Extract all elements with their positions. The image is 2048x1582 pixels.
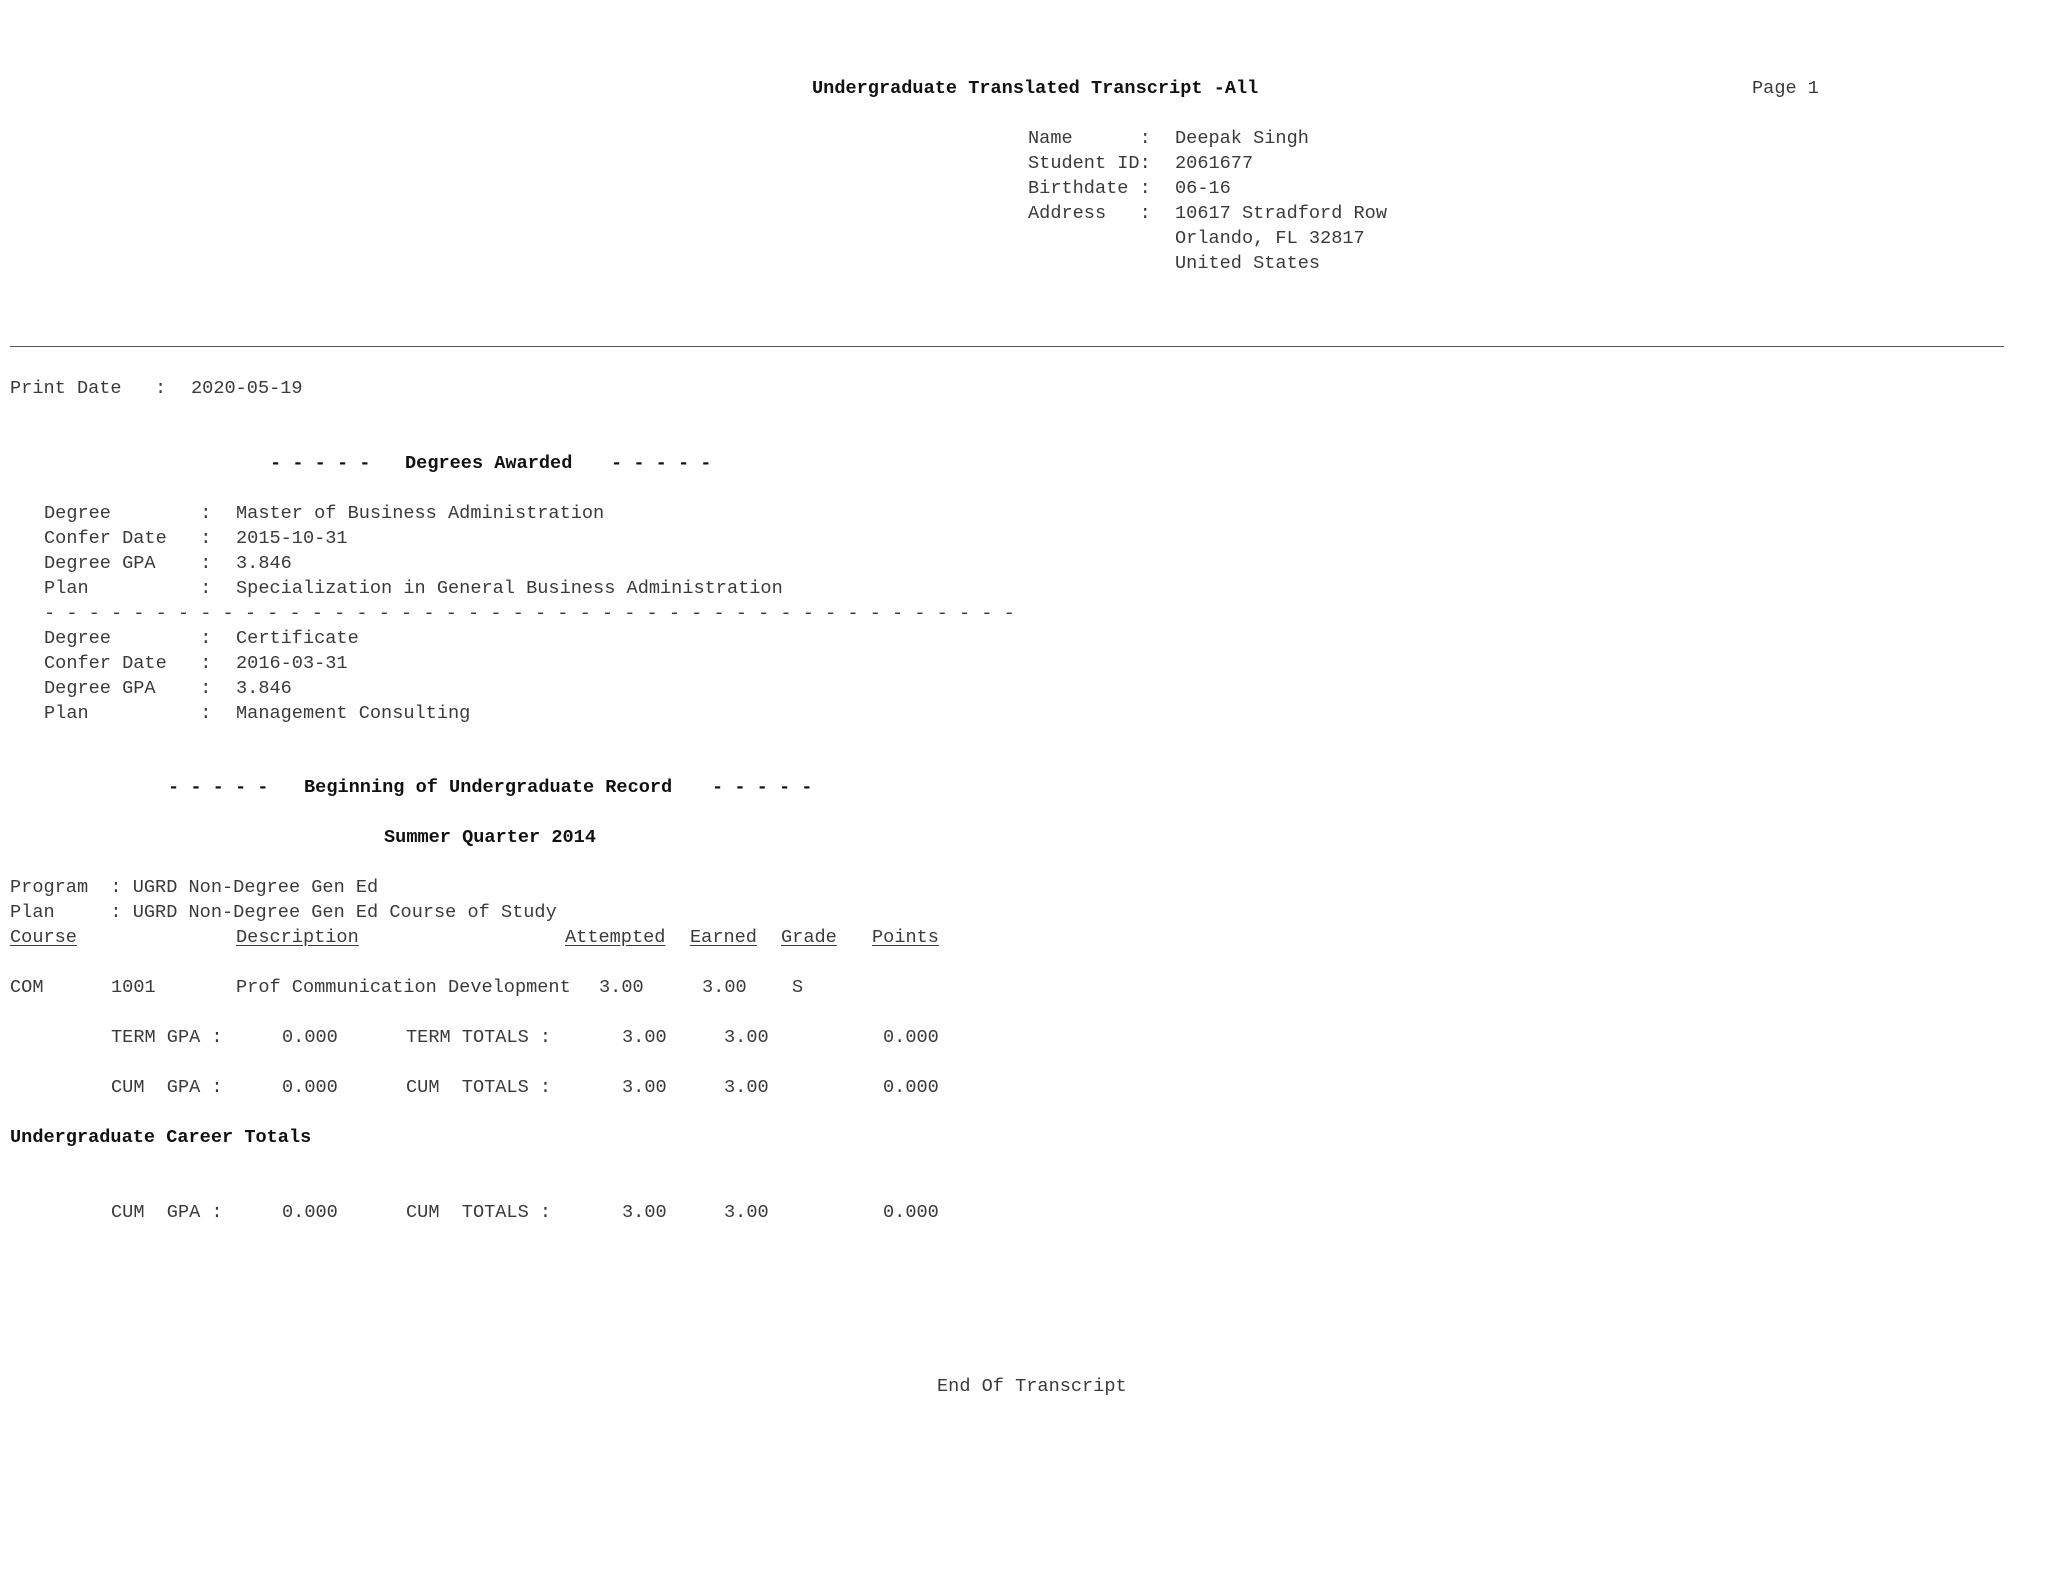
degree-gpa-label: Degree GPA :: [44, 678, 212, 699]
term-gpa: 0.000: [282, 1027, 338, 1048]
cum-gpa: 0.000: [282, 1077, 338, 1098]
end-of-transcript: End Of Transcript: [937, 1376, 1127, 1397]
column-header-points: Points: [872, 927, 939, 948]
plan-line: Plan : UGRD Non-Degree Gen Ed Course of Study: [10, 902, 557, 923]
column-header-attempted: Attempted: [565, 927, 666, 948]
page-number: Page 1: [1752, 78, 1819, 99]
transcript-title: Undergraduate Translated Transcript -All: [812, 78, 1259, 99]
degrees-heading-dashes-left: - - - - -: [270, 453, 371, 474]
course-number: 1001: [111, 977, 156, 998]
career-attempted: 3.00: [622, 1202, 667, 1223]
course-grade: S: [792, 977, 804, 998]
student-id-label: Student ID:: [1028, 153, 1151, 174]
degree-gpa: 3.846: [236, 553, 292, 574]
course-subject: COM: [10, 977, 44, 998]
column-header-grade: Grade: [781, 927, 837, 948]
student-name: Deepak Singh: [1175, 128, 1309, 149]
student-id: 2061677: [1175, 153, 1254, 174]
undergraduate-record-heading: Beginning of Undergraduate Record: [304, 777, 673, 798]
course-attempted: 3.00: [599, 977, 644, 998]
program-line: Program : UGRD Non-Degree Gen Ed: [10, 877, 379, 898]
degree-separator: - - - - - - - - - - - - - - - - - - - - - - - - - - - - - - - - - - - - - - - - - - - -: [44, 603, 1015, 624]
print-date-label: Print Date :: [10, 378, 167, 399]
birthdate-label: Birthdate :: [1028, 178, 1151, 199]
degree-gpa-label: Degree GPA :: [44, 553, 212, 574]
address-label: Address :: [1028, 203, 1151, 224]
degree-plan: Management Consulting: [236, 703, 471, 724]
record-heading-dashes-right: - - - - -: [712, 777, 813, 798]
degree-label: Degree :: [44, 503, 212, 524]
plan-label: Plan :: [44, 578, 212, 599]
degree-name: Certificate: [236, 628, 359, 649]
degree-gpa: 3.846: [236, 678, 292, 699]
cum-earned: 3.00: [724, 1077, 769, 1098]
degree-plan: Specialization in General Business Administration: [236, 578, 783, 599]
confer-date-label: Confer Date :: [44, 653, 212, 674]
column-header-earned: Earned: [690, 927, 757, 948]
header-divider: [10, 346, 2004, 347]
cum-totals-label: CUM TOTALS :: [406, 1077, 552, 1098]
plan-label: Plan :: [44, 703, 212, 724]
term-totals-label: TERM TOTALS :: [406, 1027, 552, 1048]
address-line-1: 10617 Stradford Row: [1175, 203, 1388, 224]
confer-date-label: Confer Date :: [44, 528, 212, 549]
career-totals-heading: Undergraduate Career Totals: [10, 1127, 312, 1148]
degrees-heading-dashes-right: - - - - -: [611, 453, 712, 474]
column-header-description: Description: [236, 927, 359, 948]
career-cum-totals-label: CUM TOTALS :: [406, 1202, 552, 1223]
term-earned: 3.00: [724, 1027, 769, 1048]
cum-points: 0.000: [883, 1077, 939, 1098]
career-cum-gpa-label: CUM GPA :: [111, 1202, 223, 1223]
term-heading: Summer Quarter 2014: [384, 827, 597, 848]
term-points: 0.000: [883, 1027, 939, 1048]
term-gpa-label: TERM GPA :: [111, 1027, 223, 1048]
cum-attempted: 3.00: [622, 1077, 667, 1098]
course-description: Prof Communication Development: [236, 977, 571, 998]
cum-gpa-label: CUM GPA :: [111, 1077, 223, 1098]
name-label: Name :: [1028, 128, 1151, 149]
career-earned: 3.00: [724, 1202, 769, 1223]
address-line-2: Orlando, FL 32817: [1175, 228, 1365, 249]
career-points: 0.000: [883, 1202, 939, 1223]
degrees-awarded-heading: Degrees Awarded: [405, 453, 573, 474]
career-cum-gpa: 0.000: [282, 1202, 338, 1223]
degree-label: Degree :: [44, 628, 212, 649]
confer-date: 2016-03-31: [236, 653, 348, 674]
course-earned: 3.00: [702, 977, 747, 998]
degree-name: Master of Business Administration: [236, 503, 605, 524]
print-date: 2020-05-19: [191, 378, 303, 399]
column-header-course: Course: [10, 927, 77, 948]
record-heading-dashes-left: - - - - -: [168, 777, 269, 798]
confer-date: 2015-10-31: [236, 528, 348, 549]
term-attempted: 3.00: [622, 1027, 667, 1048]
address-line-3: United States: [1175, 253, 1321, 274]
birthdate: 06-16: [1175, 178, 1231, 199]
